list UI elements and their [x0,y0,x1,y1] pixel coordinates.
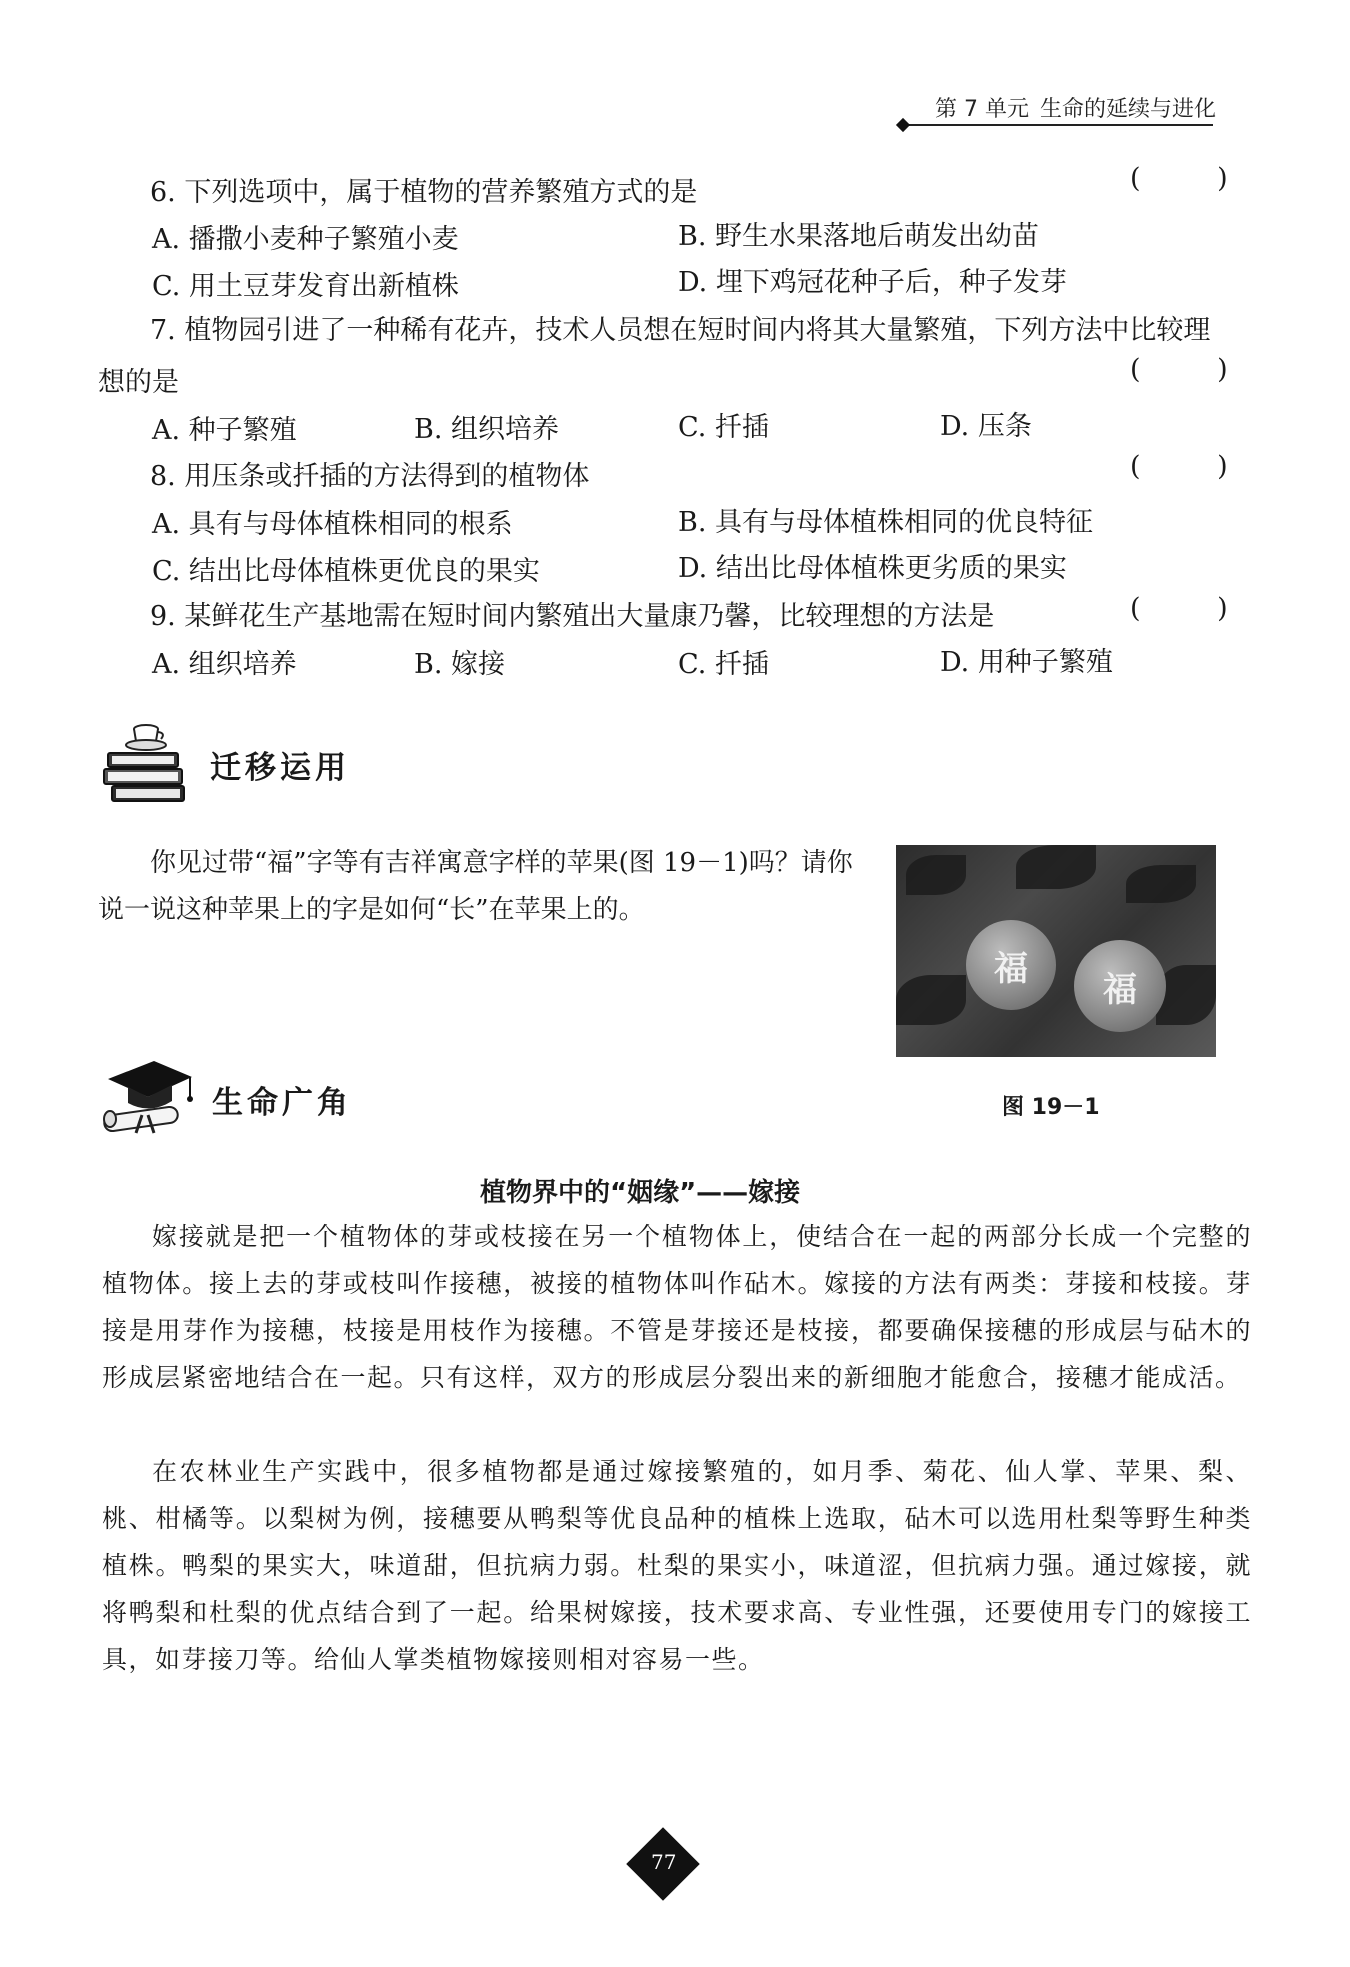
figure-caption: 图 19－1 [1002,1095,1100,1120]
leaf-shape [1126,865,1196,903]
question-6-option-d: D. 埋下鸡冠花种子后，种子发芽 [678,267,1067,298]
question-8-answer-blank: ( ) [1130,451,1262,482]
leaf-shape [896,975,966,1025]
apple-left-character: 福 [994,948,1028,989]
article-title: 植物界中的“姻缘”——嫁接 [480,1178,801,1208]
section-title-life: 生命广角 [212,1085,352,1121]
question-8-stem: 8. 用压条或扦插的方法得到的植物体 [150,461,590,492]
question-7-answer-blank: ( ) [1130,354,1262,385]
question-8-option-c: C. 结出比母体植株更优良的果实 [152,556,540,587]
leaf-shape [906,855,966,895]
question-9-option-a: A. 组织培养 [152,649,297,680]
unit-title: 生命的延续与进化 [1040,97,1217,122]
question-9-answer-blank: ( ) [1130,593,1262,624]
question-6-answer-blank: ( ) [1130,163,1262,194]
question-7-option-a: A. 种子繁殖 [152,415,297,446]
apple-figure [896,845,1216,1057]
apple-left [966,920,1056,1010]
question-9-stem: 9. 某鲜花生产基地需在短时间内繁殖出大量康乃馨，比较理想的方法是 [150,601,995,632]
question-8-option-b: B. 具有与母体植株相同的优良特征 [678,507,1094,538]
article-paragraph-1: 嫁接就是把一个植物体的芽或枝接在另一个植物体上，使结合在一起的两部分长成一个完整的植物体。接上去的芽或枝叫作接穗，被接的植物体叫作砧木。嫁接的方法有两类：芽接和枝接。芽接是用芽作为接穗，枝接是用枝作为接穗。不管是芽接还是枝接，都要确保接穗的形成层与砧木的形成层紧密地结合在一起。只有这样，双方的形成层分裂出来的新细胞才能愈合，接穗才能成活。 [102,1222,1252,1392]
header-diamond-icon [896,118,910,132]
question-7-stem-continued: 想的是 [98,367,179,398]
question-6-stem: 6. 下列选项中，属于植物的营养繁殖方式的是 [150,177,698,208]
question-6-option-b: B. 野生水果落地后萌发出幼苗 [678,221,1040,252]
question-6-option-c: C. 用土豆芽发育出新植株 [152,271,459,302]
books-coffee-icon [98,715,194,807]
section-title-transfer: 迁移运用 [210,750,350,786]
page-number: 77 [651,1850,677,1874]
question-7-option-c: C. 扦插 [678,412,769,443]
question-7-option-d: D. 压条 [940,411,1032,442]
question-8-option-d: D. 结出比母体植株更劣质的果实 [678,553,1067,584]
question-7-option-b: B. 组织培养 [414,414,560,445]
question-8-option-a: A. 具有与母体植株相同的根系 [152,509,513,540]
graduation-cap-icon [98,1055,196,1137]
apple-right [1074,940,1166,1032]
article-paragraph-2: 在农林业生产实践中，很多植物都是通过嫁接繁殖的，如月季、菊花、仙人掌、苹果、梨、桃、柑橘等。以梨树为例，接穗要从鸭梨等优良品种的植株上选取，砧木可以选用杜梨等野生种类植株。鸭梨的果实大，味道甜，但抗病力弱。杜梨的果实小，味道涩，但抗病力强。通过嫁接，就将鸭梨和杜梨的优点结合到了一起。给果树嫁接，技术要求高、专业性强，还要使用专门的嫁接工具，如芽接刀等。给仙人掌类植物嫁接则相对容易一些。 [102,1457,1252,1674]
question-9-option-c: C. 扦插 [678,649,769,680]
question-6-option-a: A. 播撒小麦种子繁殖小麦 [152,224,459,255]
question-9-option-b: B. 嫁接 [414,649,506,680]
unit-label: 第 7 单元 [935,97,1029,122]
question-7-stem: 7. 植物园引进了一种稀有花卉，技术人员想在短时间内将其大量繁殖，下列方法中比较理 [150,315,1211,346]
question-9-option-d: D. 用种子繁殖 [940,647,1113,678]
leaf-shape [1016,845,1096,889]
apple-right-character: 福 [1103,969,1137,1010]
transfer-question-text: 你见过带“福”字等有吉祥寓意字样的苹果(图 19－1)吗？请你说一说这种苹果上的字是如何“长”在苹果上的。 [98,848,853,925]
header-rule [905,124,1213,126]
